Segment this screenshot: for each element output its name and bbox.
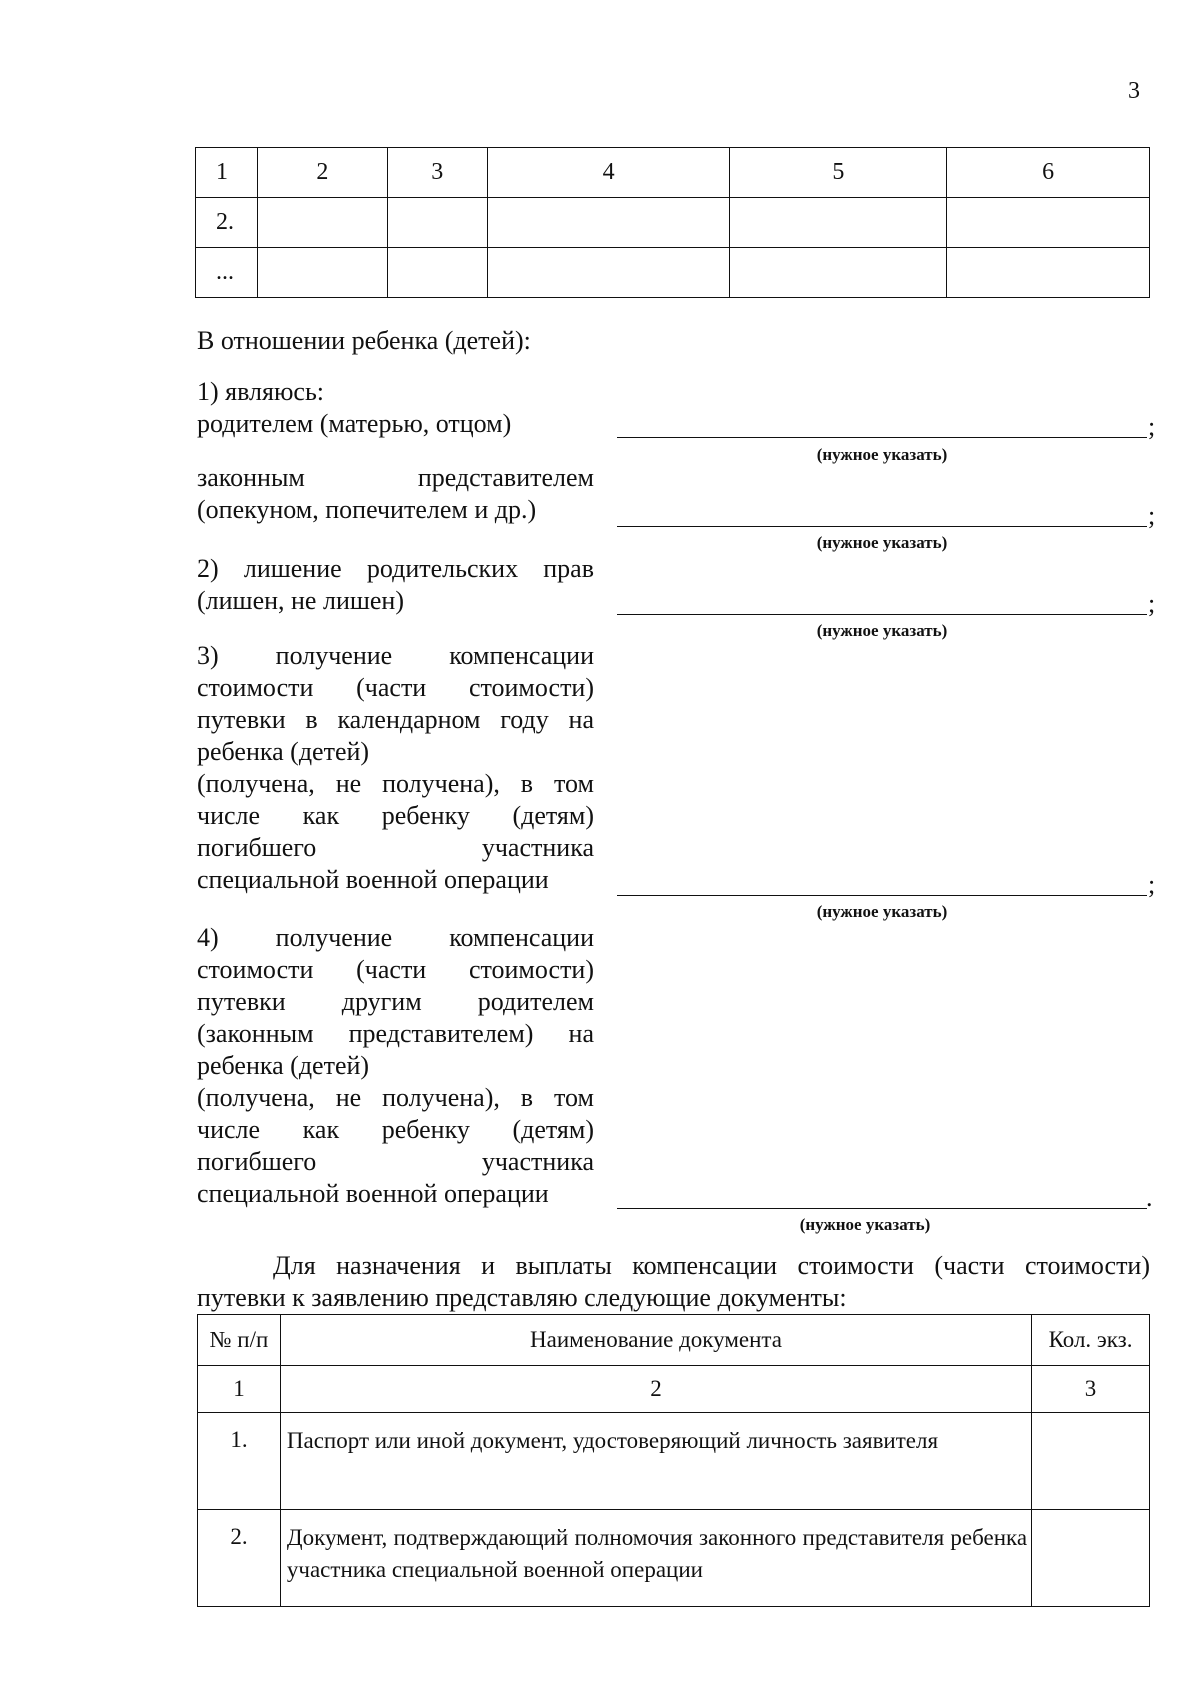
top-table-cell[interactable] [387,248,487,298]
header-number: № п/п [198,1315,281,1366]
documents-table [197,1314,1150,1607]
document-name: Документ, подтверждающий полномочия законного представителя ребенка участника специальной военной операции [280,1510,1031,1607]
document-copies[interactable] [1032,1413,1150,1510]
field-end-mark: ; [1148,412,1156,441]
top-table-cell: 3 [387,148,487,198]
top-table-cell: ... [196,248,258,298]
item1-heading: 1) являюсь: [197,377,325,406]
field-compensation-line[interactable] [617,895,1147,896]
top-table [195,147,1150,298]
top-table-cell[interactable] [257,248,387,298]
header-document-name: Наименование документа [280,1315,1031,1366]
field-parent-line[interactable] [617,437,1147,438]
field-other-parent-line[interactable] [617,1208,1147,1209]
top-table-cell: 1 [196,148,258,198]
top-table-cell[interactable] [387,198,487,248]
header-copies: Кол. экз. [1032,1315,1150,1366]
field-other-parent-label: 4) получение компенсации стоимости (части стоимости) путевки другим родителем (законным представителем) на ребенка (детей) (получена, не получена), в том числе как ребенку (детям) погибшего участника специальной военной операции [197,923,594,1208]
relation-heading: В отношении ребенка (детей): [197,326,531,355]
field-parent-label: родителем (матерью, отцом) [197,409,512,438]
field-legal-rep-line[interactable] [617,526,1147,527]
top-table-cell: 6 [947,148,1150,198]
field-legal-rep-label: законным представителем (опекуном, попечителем и др.) [197,463,594,524]
row-number: 1. [198,1413,281,1510]
table-row [198,1510,1150,1607]
table-row [196,198,1150,248]
top-table-cell[interactable] [257,198,387,248]
field-end-mark: ; [1148,501,1156,530]
top-table-header-row [196,148,1150,198]
top-table-cell[interactable] [730,248,947,298]
field-end-mark: . [1146,1183,1153,1212]
field-end-mark: ; [1148,589,1156,618]
column-number: 1 [198,1366,281,1413]
field-hint: (нужное указать) [816,621,948,640]
top-table-cell: 2 [257,148,387,198]
field-hint: (нужное указать) [816,902,948,921]
field-deprivation-label: 2) лишение родительских прав (лишен, не лишен) [197,554,594,615]
documents-table-numbering-row [198,1366,1150,1413]
column-number: 2 [280,1366,1031,1413]
top-table-cell[interactable] [487,198,730,248]
page-number: 3 [1128,78,1140,104]
row-number: 2. [198,1510,281,1607]
top-table-cell: 4 [487,148,730,198]
top-table-cell: 2. [196,198,258,248]
top-table-cell[interactable] [947,248,1150,298]
field-hint: (нужное указать) [816,533,948,552]
documents-table-header-row [198,1315,1150,1366]
top-table-cell[interactable] [487,248,730,298]
documents-intro: Для назначения и выплаты компенсации стоимости (части стоимости) путевки к заявлению представляю следующие документы: [197,1251,1150,1312]
field-compensation-label: 3) получение компенсации стоимости (части стоимости) путевки в календарном году на ребенка (детей) (получена, не получена), в том числе как ребенку (детям) погибшего участника специальной военной операции [197,641,594,894]
top-table-cell: 5 [730,148,947,198]
top-table-cell[interactable] [730,198,947,248]
table-row [198,1413,1150,1510]
field-deprivation-line[interactable] [617,614,1147,615]
field-end-mark: ; [1148,870,1156,899]
field-hint: (нужное указать) [799,1215,931,1234]
column-number: 3 [1032,1366,1150,1413]
document-name: Паспорт или иной документ, удостоверяющий личность заявителя [280,1413,1031,1510]
table-row [196,248,1150,298]
top-table-cell[interactable] [947,198,1150,248]
field-hint: (нужное указать) [816,445,948,464]
document-copies[interactable] [1032,1510,1150,1607]
